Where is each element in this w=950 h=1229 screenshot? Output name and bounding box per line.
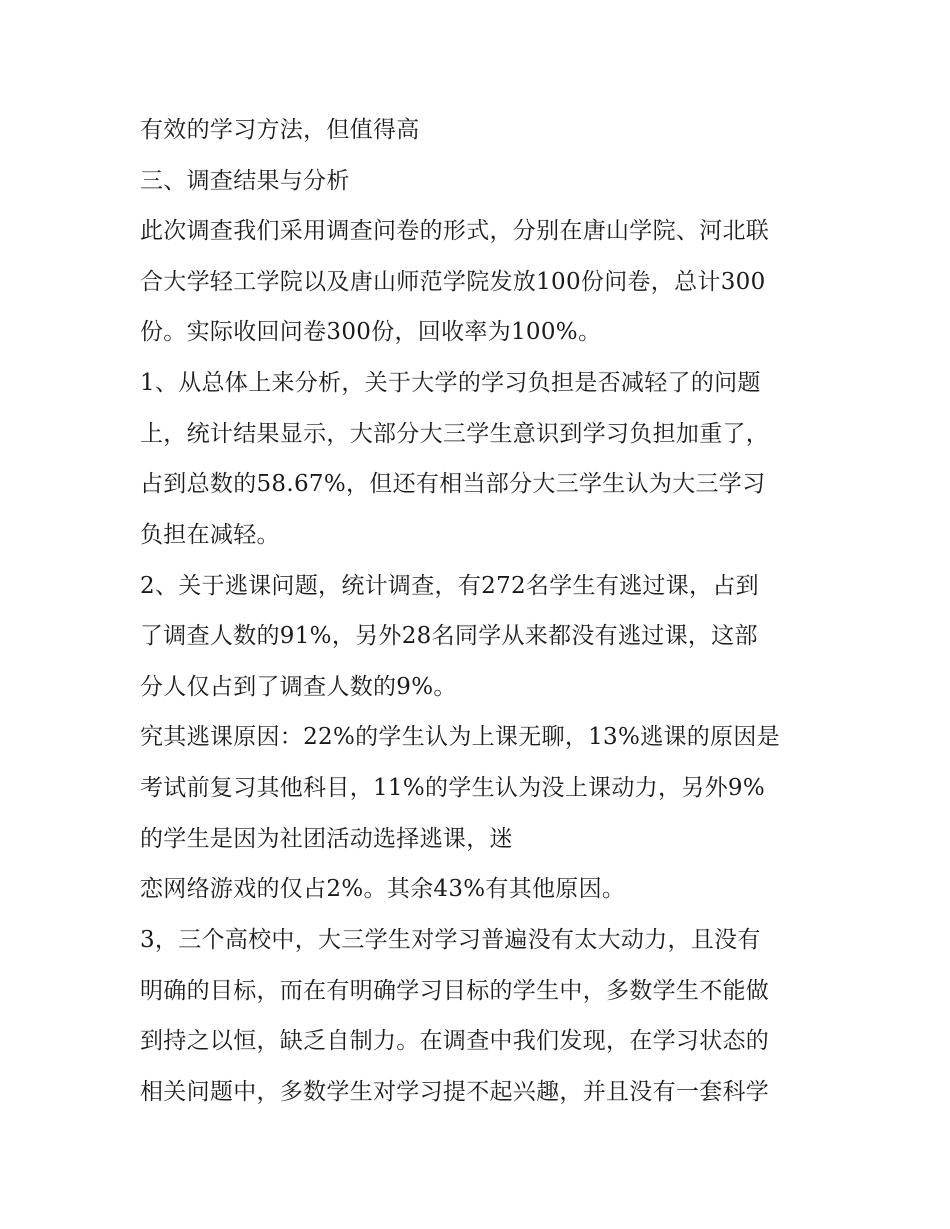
text-line: 1、从总体上来分析，关于大学的学习负担是否减轻了的问题: [140, 370, 761, 396]
text-line: 合大学轻工学院以及唐山师范学院发放100份问卷，总计300: [140, 269, 766, 295]
text-line: 考试前复习其他科目，11%的学生认为没上课动力，另外9%: [140, 775, 766, 801]
text-line: 占到总数的58.67%，但还有相当部分大三学生认为大三学习: [140, 471, 766, 497]
text-line: 分人仅占到了调查人数的9%。: [140, 674, 457, 700]
text-line: 到持之以恒，缺乏自制力。在调查中我们发现，在学习状态的: [140, 1028, 770, 1054]
text-line: 上，统计结果显示，大部分大三学生意识到学习负担加重了，: [140, 421, 770, 447]
text-line: 份。实际收回问卷300份，回收率为100%。: [140, 319, 602, 345]
text-line: 3，三个高校中，大三学生对学习普遍没有太大动力，且没有: [140, 927, 761, 953]
section-heading: 三、调查结果与分析: [140, 168, 350, 194]
text-line: 2、关于逃课问题，统计调查，有272名学生有逃过课，占到: [140, 573, 759, 599]
text-line: 明确的目标，而在有明确学习目标的学生中，多数学生不能做: [140, 978, 770, 1004]
text-line: 有效的学习方法，但值得高: [140, 117, 420, 143]
text-line: 此次调查我们采用调查问卷的形式，分别在唐山学院、河北联: [140, 218, 770, 244]
text-line: 了调查人数的91%，另外28名同学从来都没有逃过课，这部: [140, 623, 758, 649]
text-line: 负担在减轻。: [140, 522, 280, 548]
text-line: 的学生是因为社团活动选择逃课，迷: [140, 826, 513, 852]
text-line: 相关问题中，多数学生对学习提不起兴趣，并且没有一套科学: [140, 1079, 770, 1105]
text-line: 究其逃课原因：22%的学生认为上课无聊，13%逃课的原因是: [140, 724, 780, 750]
text-line: 恋网络游戏的仅占2%。其余43%有其他原因。: [140, 876, 626, 902]
